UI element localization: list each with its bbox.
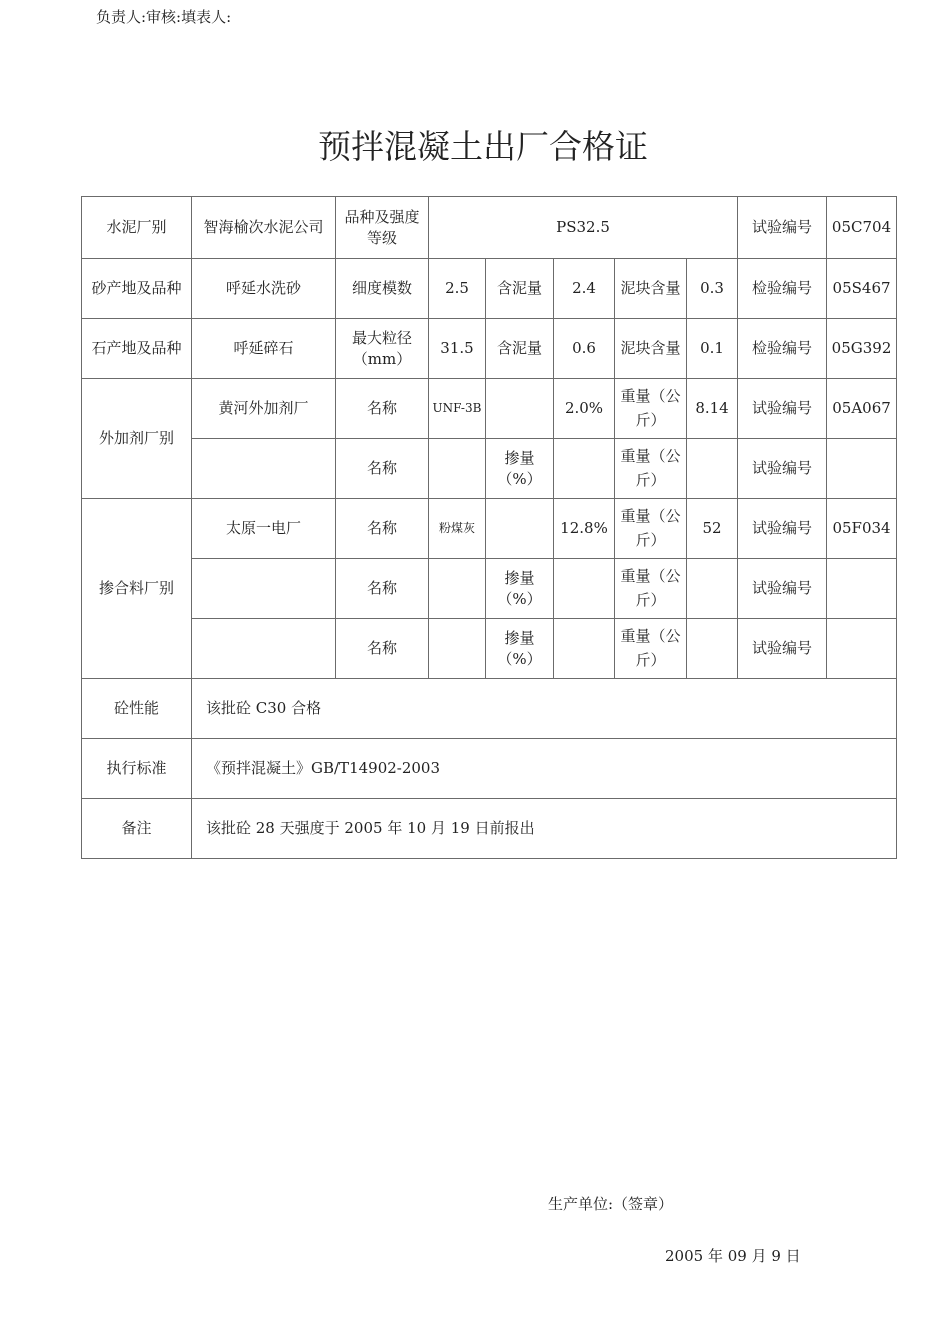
stone-size: 31.5 [429, 319, 486, 379]
admixture-label: 外加剂厂别 [82, 379, 192, 499]
sand-mud-label: 含泥量 [486, 259, 554, 319]
performance-value: 该批砼 C30 合格 [192, 679, 897, 739]
mineral-factory: 太原一电厂 [192, 499, 336, 559]
mineral-label: 掺合料厂别 [82, 499, 192, 679]
performance-row [82, 679, 897, 739]
cement-grade-label: 品种及强度等级 [336, 197, 429, 259]
sand-clay-label: 泥块含量 [615, 259, 687, 319]
admixture-row [82, 439, 897, 499]
sand-mud: 2.4 [554, 259, 615, 319]
cement-label: 水泥厂别 [82, 197, 192, 259]
mineral-name-label: 名称 [336, 499, 429, 559]
cement-grade: PS32.5 [429, 197, 738, 259]
mineral-test-label: 试验编号 [738, 559, 827, 619]
mineral-row [82, 499, 897, 559]
mineral-row [82, 619, 897, 679]
mineral-name [429, 559, 486, 619]
mineral-name [429, 619, 486, 679]
sand-test-no: 05S467 [827, 259, 897, 319]
admixture-row [82, 379, 897, 439]
admixture-dose: 2.0% [554, 379, 615, 439]
sand-fineness-label: 细度模数 [336, 259, 429, 319]
mineral-weight [687, 559, 738, 619]
admixture-name [429, 439, 486, 499]
mineral-weight [687, 619, 738, 679]
mineral-weight: 52 [687, 499, 738, 559]
mineral-test-label: 试验编号 [738, 499, 827, 559]
admixture-name-label: 名称 [336, 379, 429, 439]
stone-test-label: 检验编号 [738, 319, 827, 379]
stone-row [82, 319, 897, 379]
admixture-weight-label: 重量（公斤） [620, 386, 681, 429]
admixture-test-no: 05A067 [827, 379, 897, 439]
mineral-name-label: 名称 [336, 559, 429, 619]
admixture-factory: 黄河外加剂厂 [192, 379, 336, 439]
admixture-weight [687, 439, 738, 499]
mineral-weight-label-cell [615, 499, 687, 559]
mineral-test-no [827, 559, 897, 619]
stone-mud-label: 含泥量 [486, 319, 554, 379]
mineral-name-label: 名称 [336, 619, 429, 679]
mineral-dose-label: 掺量（%） [486, 619, 554, 679]
cement-test-label: 试验编号 [738, 197, 827, 259]
mineral-test-no [827, 619, 897, 679]
admixture-dose [554, 439, 615, 499]
remarks-label: 备注 [82, 799, 192, 859]
stone-clay: 0.1 [687, 319, 738, 379]
admixture-weight: 8.14 [687, 379, 738, 439]
admixture-dose-label [486, 379, 554, 439]
mineral-test-no: 05F034 [827, 499, 897, 559]
mineral-dose-label [486, 499, 554, 559]
stone-test-no: 05G392 [827, 319, 897, 379]
admixture-weight-label: 重量（公斤） [620, 446, 681, 489]
cement-test-no: 05C704 [827, 197, 897, 259]
mineral-test-label: 试验编号 [738, 619, 827, 679]
sand-test-label: 检验编号 [738, 259, 827, 319]
certificate-table [81, 196, 897, 859]
admixture-name: UNF-3B [429, 379, 486, 439]
remarks-row [82, 799, 897, 859]
document-title: 预拌混凝土出厂合格证 [318, 127, 648, 166]
admixture-factory [192, 439, 336, 499]
stone-mud: 0.6 [554, 319, 615, 379]
sand-value: 呼延水洗砂 [192, 259, 336, 319]
mineral-weight-label: 重量（公斤） [620, 506, 681, 549]
producer-signature: 生产单位:（签章） [548, 1195, 674, 1213]
mineral-dose [554, 619, 615, 679]
performance-label: 砼性能 [82, 679, 192, 739]
standard-row [82, 739, 897, 799]
mineral-weight-label: 重量（公斤） [620, 566, 681, 609]
mineral-dose: 12.8% [554, 499, 615, 559]
admixture-test-label: 试验编号 [738, 439, 827, 499]
stone-value: 呼延碎石 [192, 319, 336, 379]
stone-clay-label: 泥块含量 [615, 319, 687, 379]
sand-row [82, 259, 897, 319]
standard-value: 《预拌混凝土》GB/T14902-2003 [192, 739, 897, 799]
cement-value: 智海榆次水泥公司 [192, 197, 336, 259]
mineral-weight-label-cell [615, 619, 687, 679]
mineral-dose [554, 559, 615, 619]
stone-label: 石产地及品种 [82, 319, 192, 379]
sand-fineness: 2.5 [429, 259, 486, 319]
remarks-value: 该批砼 28 天强度于 2005 年 10 月 19 日前报出 [192, 799, 897, 859]
document-date: 2005 年 09 月 9 日 [665, 1247, 801, 1265]
sand-clay: 0.3 [687, 259, 738, 319]
admixture-weight-label-cell [615, 379, 687, 439]
stone-size-label: 最大粒径（mm） [336, 319, 429, 379]
mineral-dose-label: 掺量（%） [486, 559, 554, 619]
admixture-test-no [827, 439, 897, 499]
mineral-row [82, 559, 897, 619]
header-signatories: 负责人:审核:填表人: [96, 8, 232, 26]
cement-row [82, 197, 897, 259]
admixture-dose-label: 掺量（%） [486, 439, 554, 499]
sand-label: 砂产地及品种 [82, 259, 192, 319]
admixture-test-label: 试验编号 [738, 379, 827, 439]
mineral-weight-label: 重量（公斤） [620, 626, 681, 669]
mineral-weight-label-cell [615, 559, 687, 619]
mineral-factory [192, 619, 336, 679]
mineral-name: 粉煤灰 [429, 499, 486, 559]
admixture-weight-label-cell [615, 439, 687, 499]
admixture-name-label: 名称 [336, 439, 429, 499]
standard-label: 执行标准 [82, 739, 192, 799]
mineral-factory [192, 559, 336, 619]
